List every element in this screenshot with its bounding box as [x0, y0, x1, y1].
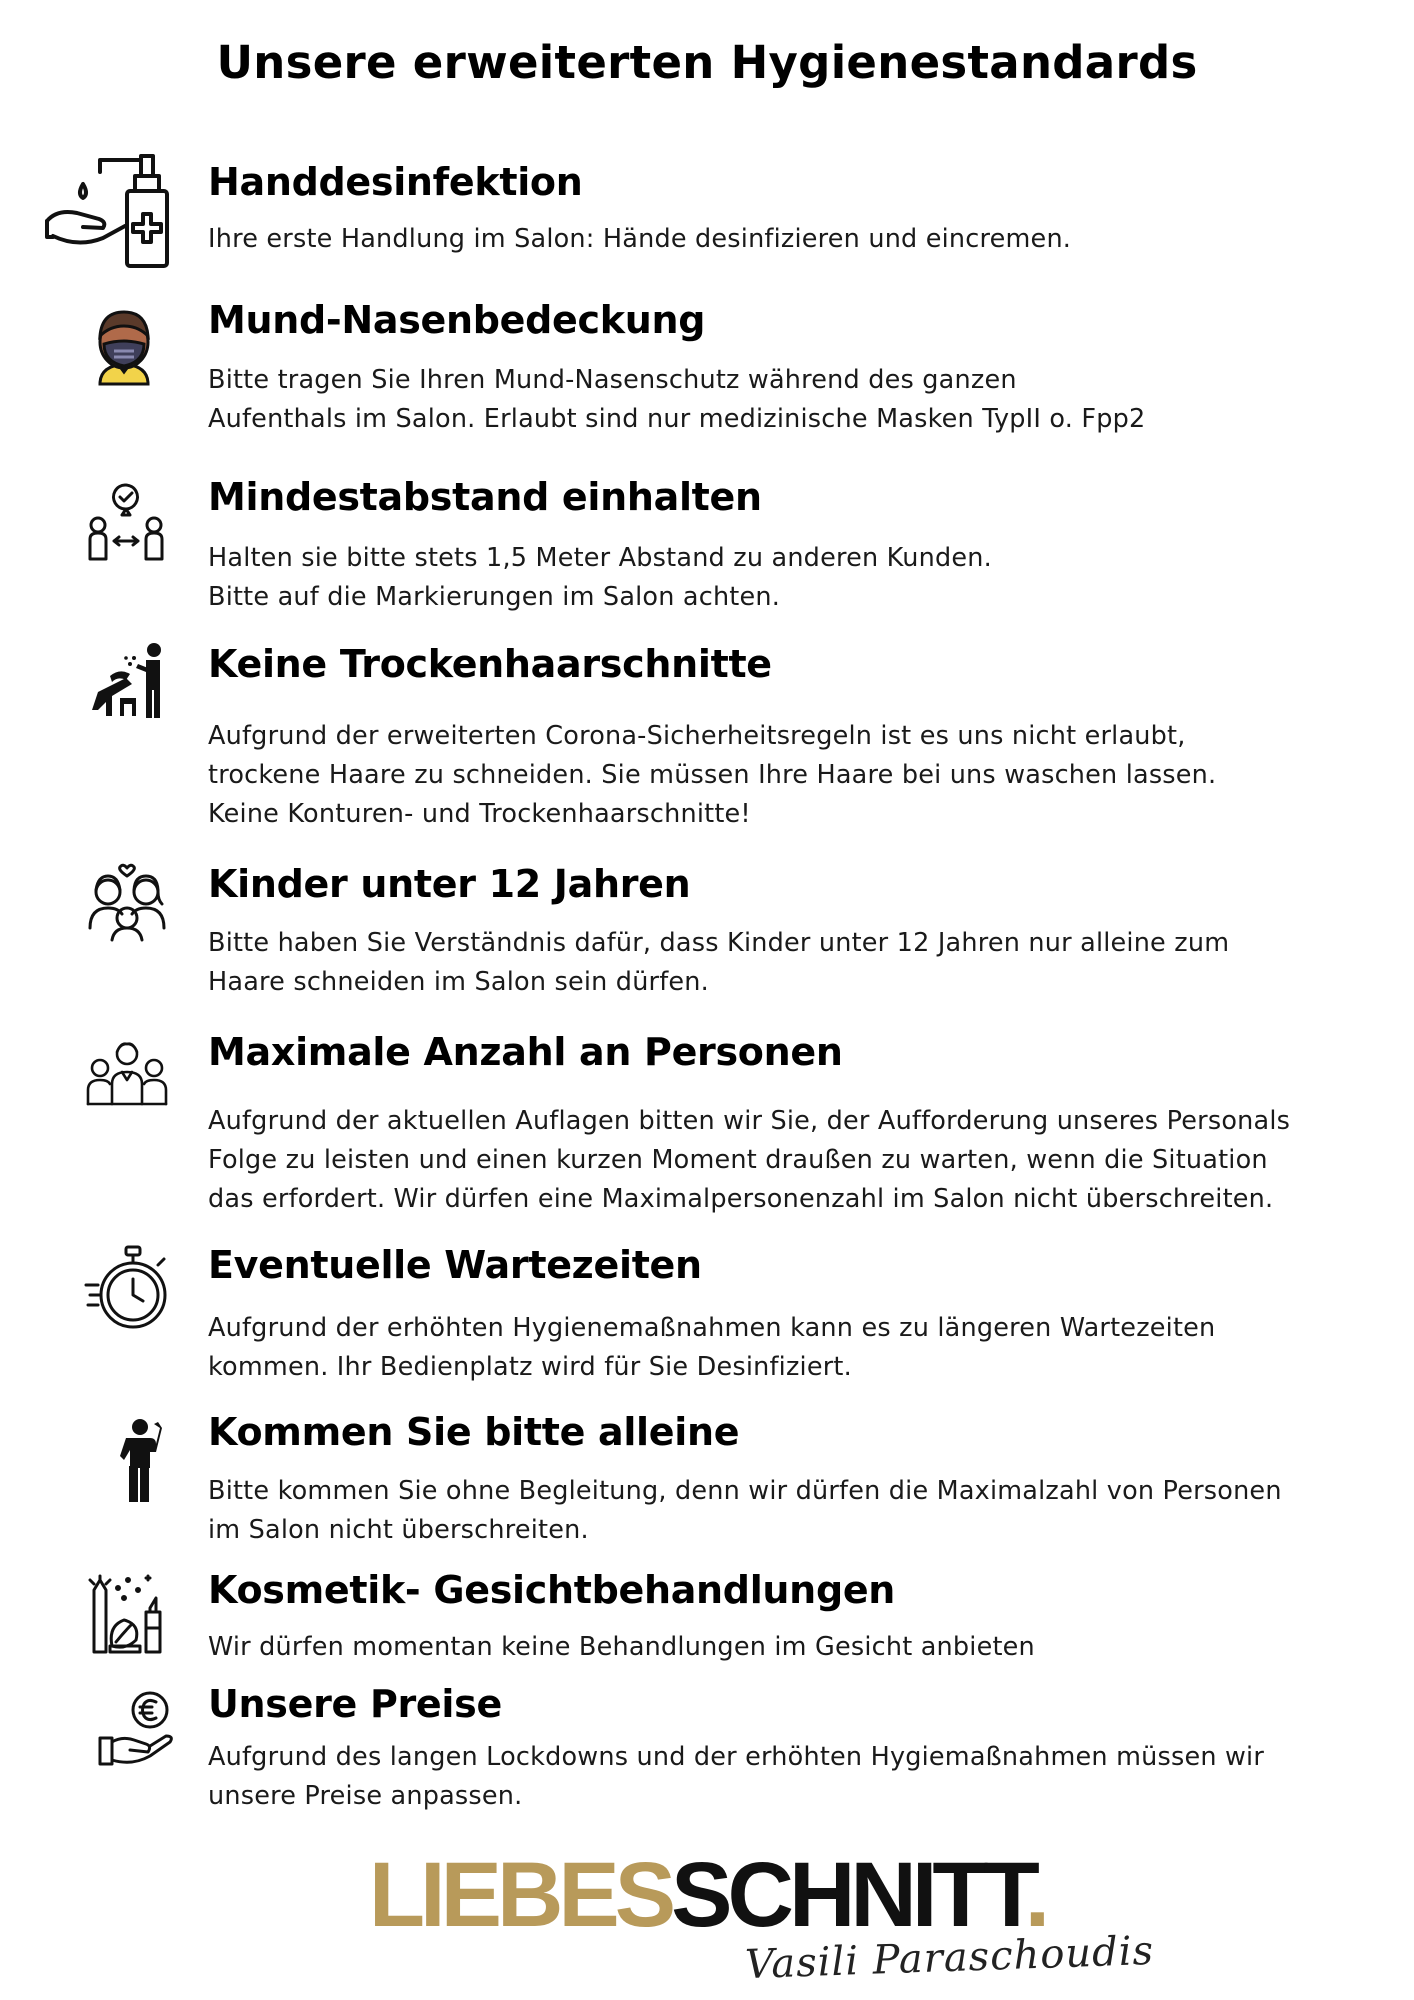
face-mask-icon [82, 306, 166, 390]
social-distance-icon [86, 481, 166, 567]
brand-logo [0, 1845, 1414, 1995]
rule-text: Ihre erste Handlung im Salon: Hände desinfizieren und eincremen. [208, 224, 1072, 254]
rule-title: Mund-Nasenbedeckung [208, 298, 706, 342]
rule-text: Halten sie bitte stets 1,5 Meter Abstand zu anderen Kunden. Bitte auf die Markierungen im Salon achten. [208, 543, 992, 612]
logo-signature: Vasili Paraschoudis [744, 1927, 1155, 1989]
rule-text: Aufgrund der erweiterten Corona-Sicherheitsregeln ist es uns nicht erlaubt, trockene Haare zu schneiden. Sie müssen Ihre Haare bei uns waschen lassen. Keine Konturen- und Trockenhaarschnitte! [208, 721, 1217, 829]
logo-word-gold: LIEBES [368, 1844, 672, 1946]
rule-title: Maximale Anzahl an Personen [208, 1030, 843, 1074]
logo-wordmark [0, 1845, 1414, 1945]
rule-title: Handdesinfektion [208, 160, 583, 204]
rule-text: Aufgrund der aktuellen Auflagen bitten wir Sie, der Aufforderung unseres Personals Folge zu leisten und einen kurzen Moment draußen zu warten, wenn die Situation das erfordert. Wir dürfen eine Maximalpersonenzahl im Salon nicht überschreiten. [208, 1106, 1291, 1214]
logo-dot: . [1024, 1844, 1046, 1946]
hand-sanitizer-icon [45, 146, 175, 271]
rule-title: Mindestabstand einhalten [208, 475, 762, 519]
rule-text: Bitte tragen Sie Ihren Mund-Nasenschutz während des ganzen Aufenthals im Salon. Erlaubt sind nur medizinische Masken TypII o. Fpp2 [208, 365, 1146, 434]
rule-text: Aufgrund des langen Lockdowns und der erhöhten Hygiemaßnahmen müssen wir unsere Preise anpassen. [208, 1742, 1265, 1811]
hair-washing-icon [90, 642, 168, 720]
group-of-people-icon [86, 1040, 168, 1110]
family-icon [86, 862, 168, 942]
rule-text: Wir dürfen momentan keine Behandlungen im Gesicht anbieten [208, 1632, 1035, 1662]
rule-title: Eventuelle Wartezeiten [208, 1243, 702, 1287]
logo-word-black: SCHNITT [671, 1844, 1025, 1946]
rule-title: Keine Trockenhaarschnitte [208, 642, 772, 686]
rule-text: Aufgrund der erhöhten Hygienemaßnahmen kann es zu längeren Wartezeiten kommen. Ihr Bedienplatz wird für Sie Desinfiziert. [208, 1313, 1216, 1382]
single-person-icon [118, 1418, 162, 1502]
rule-text: Bitte haben Sie Verständnis dafür, dass Kinder unter 12 Jahren nur alleine zum Haare schneiden im Salon sein dürfen. [208, 928, 1230, 997]
cosmetics-icon [88, 1572, 168, 1656]
page-title: Unsere erweiterten Hygienestandards [216, 36, 1198, 89]
rule-title: Kinder unter 12 Jahren [208, 862, 691, 906]
rule-title: Kosmetik- Gesichtbehandlungen [208, 1568, 896, 1612]
euro-hand-icon [98, 1690, 174, 1768]
stopwatch-icon [84, 1245, 168, 1331]
rule-title: Kommen Sie bitte alleine [208, 1410, 740, 1454]
rule-text: Bitte kommen Sie ohne Begleitung, denn wir dürfen die Maximalzahl von Personen im Salon nicht überschreiten. [208, 1476, 1282, 1545]
rule-title: Unsere Preise [208, 1682, 502, 1726]
